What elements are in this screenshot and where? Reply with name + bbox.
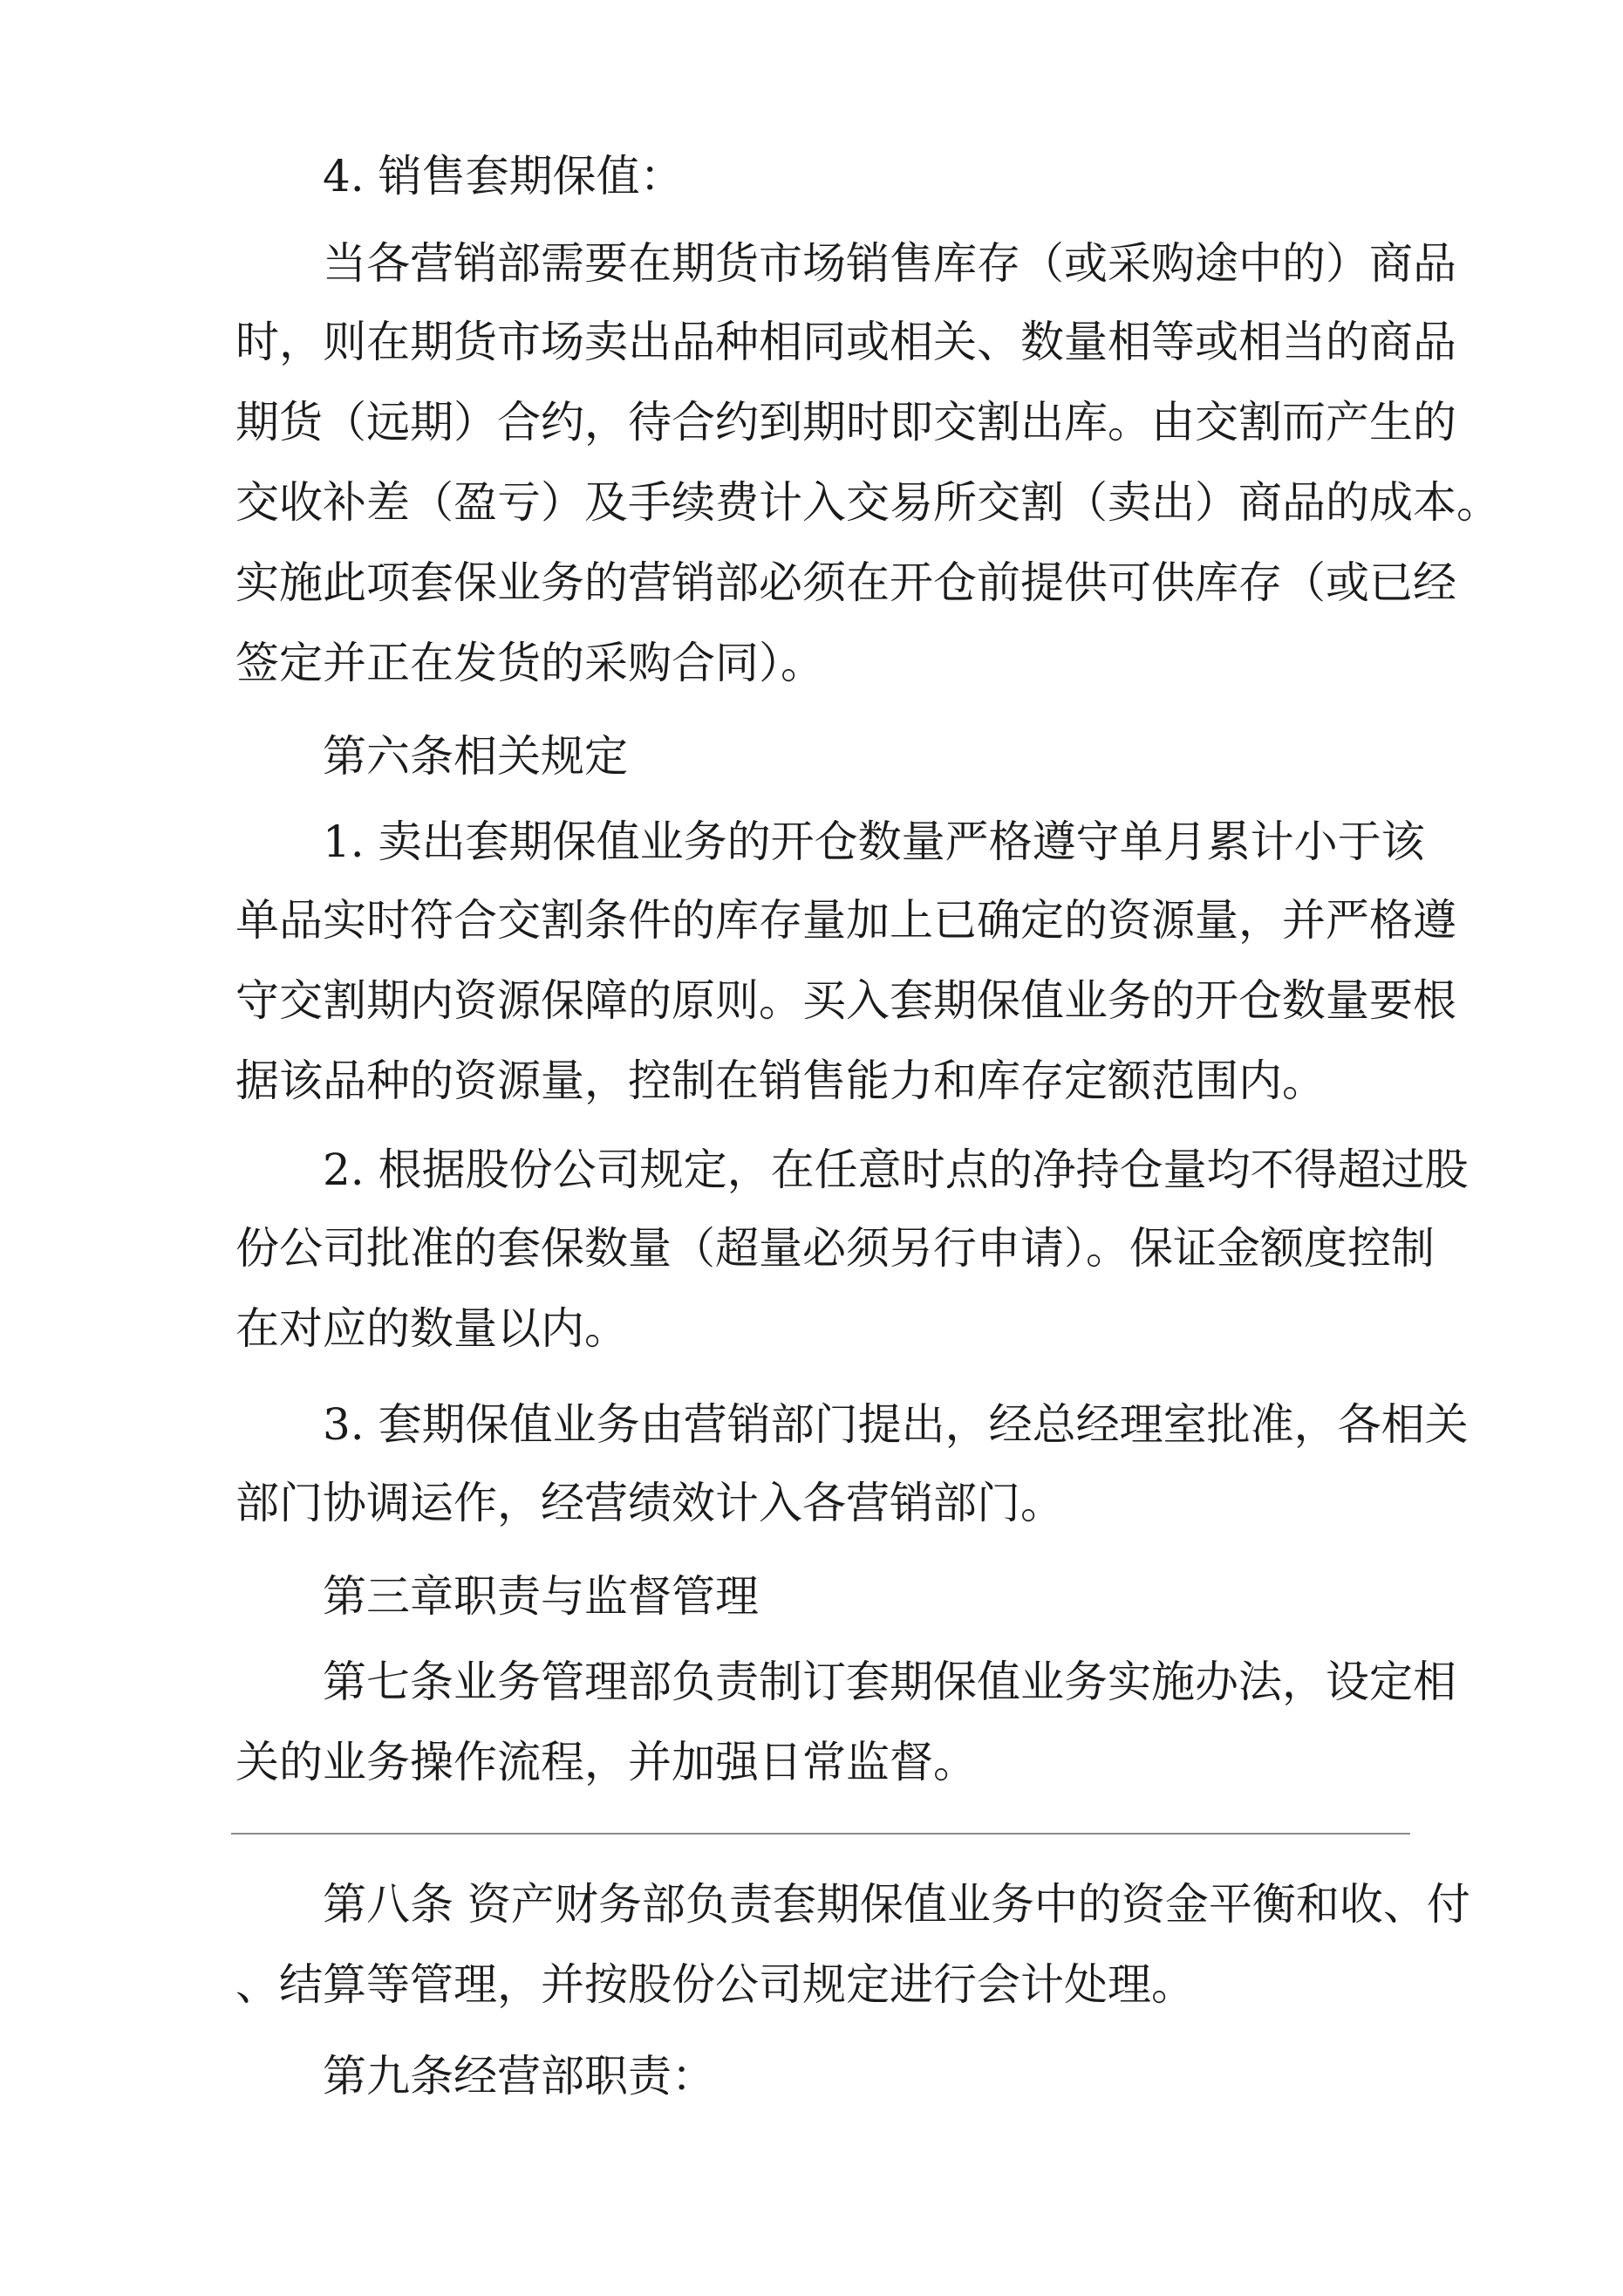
paragraph-line: 据该品种的资源量，控制在销售能力和库存定额范围内。 <box>235 1056 1326 1106</box>
paragraph-line: 关的业务操作流程，并加强日常监督。 <box>235 1737 977 1787</box>
paragraph-line: 签定并正在发货的采购合同）。 <box>235 638 824 688</box>
paragraph-line: 实施此项套保业务的营销部必须在开仓前提供可供库存（或已经 <box>235 557 1456 608</box>
paragraph-line: 3. 套期保值业务由营销部门提出，经总经理室批准，各相关 <box>323 1399 1469 1450</box>
paragraph-line: 第八条 资产财务部负责套期保值业务中的资金平衡和收、付 <box>323 1879 1470 1930</box>
paragraph-line: 交收补差（盈亏）及手续费计入交易所交割（卖出）商品的成本。 <box>235 477 1500 528</box>
paragraph-line: 部门协调运作，经营绩效计入各营销部门。 <box>235 1478 1064 1528</box>
paragraph-line: 、结算等管理，并按股份公司规定进行会计处理。 <box>235 1959 1195 2010</box>
article-heading-nine: 第九条经营部职责： <box>323 2051 715 2101</box>
paragraph-line: 1. 卖出套期保值业务的开仓数量严格遵守单月累计小于该 <box>323 817 1425 867</box>
paragraph-line: 在对应的数量以内。 <box>235 1303 628 1354</box>
section-heading-sales-hedging: 4. 销售套期保值： <box>323 151 684 202</box>
paragraph-line: 时，则在期货市场卖出品种相同或相关、数量相等或相当的商品 <box>235 317 1456 367</box>
paragraph-line: 第七条业务管理部负责制订套期保值业务实施办法，设定相 <box>323 1657 1456 1707</box>
chapter-heading-three: 第三章职责与监督管理 <box>323 1571 759 1622</box>
paragraph-line: 份公司批准的套保数量（超量必须另行申请）。保证金额度控制 <box>235 1223 1435 1274</box>
paragraph-line: 期货（远期）合约，待合约到期时即交割出库。由交割而产生的 <box>235 397 1456 448</box>
paragraph-line: 守交割期内资源保障的原则。买入套期保值业务的开仓数量要根 <box>235 975 1456 1026</box>
paragraph-line: 当各营销部需要在期货市场销售库存（或采购途中的）商品 <box>323 238 1456 289</box>
paragraph-line: 单品实时符合交割条件的库存量加上已确定的资源量，并严格遵 <box>235 895 1456 946</box>
section-divider <box>231 1833 1410 1835</box>
paragraph-line: 2. 根据股份公司规定，在任意时点的净持仓量均不得超过股 <box>323 1145 1469 1195</box>
article-heading-six: 第六条相关规定 <box>323 731 628 782</box>
